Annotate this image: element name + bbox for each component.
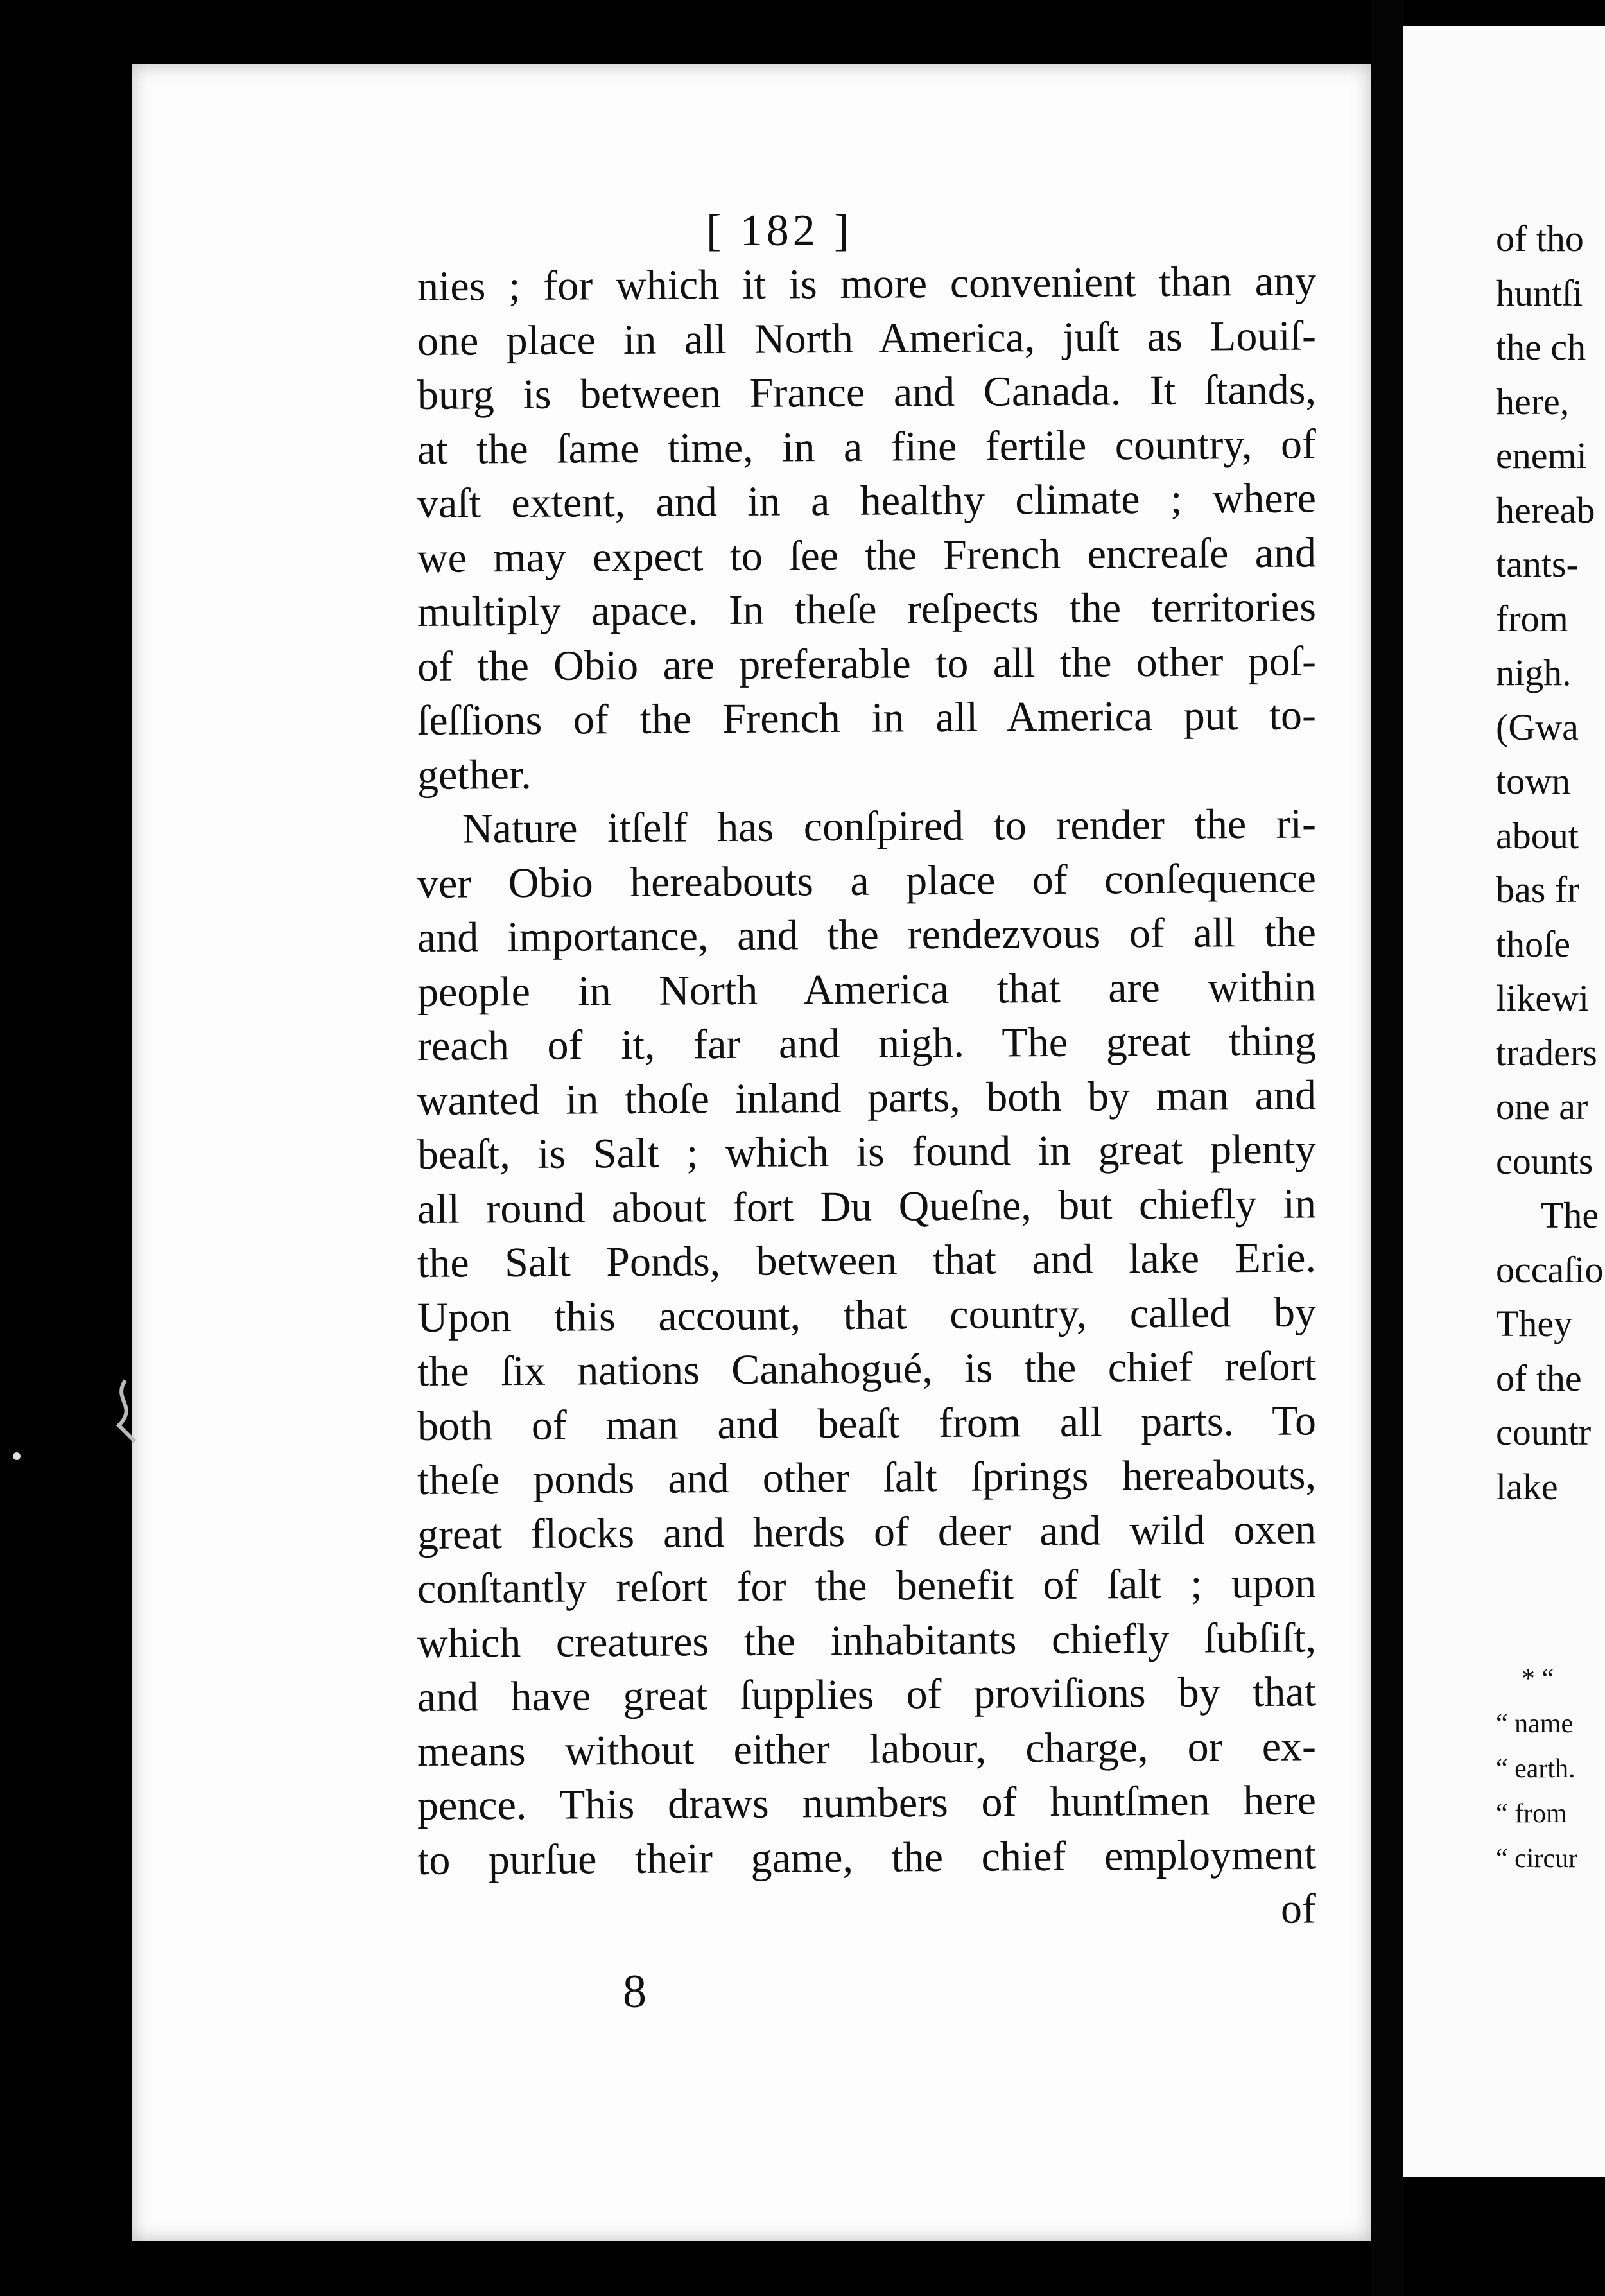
right-page-line: tants-	[1496, 543, 1579, 585]
margin-dot	[12, 1451, 22, 1464]
footnote-line: “ circur	[1496, 1844, 1578, 1874]
right-page-line: counts	[1496, 1140, 1593, 1182]
footnote-line: “ name	[1496, 1709, 1574, 1739]
text-line: to purſue their game, the chief employment	[417, 1831, 1317, 1884]
text-line: means without either labour, charge, or ex-	[417, 1722, 1317, 1775]
right-page-line: lake	[1496, 1465, 1558, 1508]
text-line: gether.	[417, 751, 532, 799]
text-line: and have great ſupplies of proviſions by that	[417, 1668, 1317, 1721]
text-line: which creatures the inhabitants chiefly ſubſiſt,	[417, 1613, 1317, 1667]
right-page-line: bas fr	[1496, 869, 1580, 910]
text-line: at the ſame time, in a fine fertile country, of	[417, 420, 1317, 473]
text-line: great flocks and herds of deer and wild oxen	[417, 1505, 1317, 1558]
right-page-line: the ch	[1496, 326, 1586, 368]
text-line: multiply apace. In theſe reſpects the territories	[417, 583, 1317, 636]
signature-mark: 8	[623, 1965, 646, 2018]
footnote-line: “ earth.	[1496, 1754, 1575, 1784]
right-page-line: nigh.	[1496, 652, 1572, 693]
text-line: one place in all North America, juſt as Louiſ-	[417, 311, 1317, 365]
text-line: Upon this account, that country, called by	[417, 1288, 1317, 1341]
right-page-text-fragment	[1496, 212, 1603, 1514]
right-page-line: one ar	[1496, 1086, 1588, 1127]
footnote-line: “ from	[1496, 1799, 1567, 1829]
margin-bleed-mark	[106, 1374, 144, 1463]
right-page-line: from	[1496, 597, 1568, 639]
footnote-line: * “	[1522, 1664, 1554, 1694]
text-line: beaſt, is Salt ; which is found in great plenty	[417, 1126, 1317, 1178]
running-head-page-number: [ 182 ]	[706, 206, 853, 256]
text-line: conſtantly reſort for the benefit of ſalt ; upon	[417, 1560, 1317, 1612]
text-line: we may expect to ſee the French encreaſe and	[417, 528, 1317, 582]
right-page-footnote-fragment	[1496, 1657, 1577, 1881]
right-page-line: of the	[1496, 1357, 1582, 1399]
text-line: vaſt extent, and in a healthy climate ; where	[417, 474, 1317, 527]
text-line: nies ; for which it is more convenient than any	[417, 257, 1317, 310]
text-line: pence. This draws numbers of huntſmen here	[417, 1777, 1317, 1829]
text-line: theſe ponds and other ſalt ſprings hereabouts,	[417, 1451, 1317, 1504]
text-line: of the Obio are preferable to all the other poſ-	[417, 637, 1317, 690]
right-page-line: occaſio	[1496, 1248, 1604, 1291]
text-line: ſeſſions of the French in all America put to-	[417, 691, 1317, 744]
text-line: the ſix nations Canahogué, is the chief reſort	[417, 1343, 1317, 1395]
text-line: reach of it, far and nigh. The great thing	[417, 1017, 1317, 1070]
right-page-line: town	[1496, 760, 1570, 802]
right-page-line: thoſe	[1496, 923, 1570, 965]
text-line: ver Obio hereabouts a place of conſequence	[417, 854, 1317, 907]
text-line-paragraph-start: Nature itſelf has conſpired to render the ri-	[462, 800, 1317, 853]
text-line: wanted in thoſe inland parts, both by man and	[417, 1071, 1317, 1124]
right-page-line: here,	[1496, 380, 1570, 422]
catchword: of	[1280, 1885, 1317, 1933]
main-text-block	[417, 257, 1317, 1942]
text-line: the Salt Ponds, between that and lake Erie.	[417, 1234, 1317, 1287]
right-page-line: countr	[1496, 1411, 1592, 1453]
right-page-line: huntſi	[1496, 272, 1583, 314]
dot-icon	[12, 1451, 22, 1461]
right-page-line: They	[1496, 1303, 1573, 1344]
text-line: both of man and beaſt from all parts. To	[417, 1396, 1317, 1450]
text-line: all round about fort Du Queſne, but chiefly in	[417, 1179, 1317, 1233]
right-page-line: of tho	[1496, 218, 1584, 259]
right-page-line: likewi	[1496, 977, 1589, 1019]
right-page-line: enemi	[1496, 435, 1587, 476]
binding-gutter	[1371, 0, 1403, 2296]
margin-scribble-icon	[106, 1374, 144, 1451]
right-page-line: (Gwa	[1496, 706, 1579, 748]
text-line: burg is between France and Canada. It ſtands,	[417, 366, 1317, 419]
right-page-line: about	[1496, 814, 1579, 857]
text-line: people in North America that are within	[417, 962, 1317, 1016]
text-line: and importance, and the rendezvous of all the	[417, 909, 1317, 961]
right-page-line: hereab	[1496, 489, 1595, 531]
right-page-line: traders	[1496, 1031, 1597, 1074]
right-page-line: The	[1541, 1194, 1599, 1236]
